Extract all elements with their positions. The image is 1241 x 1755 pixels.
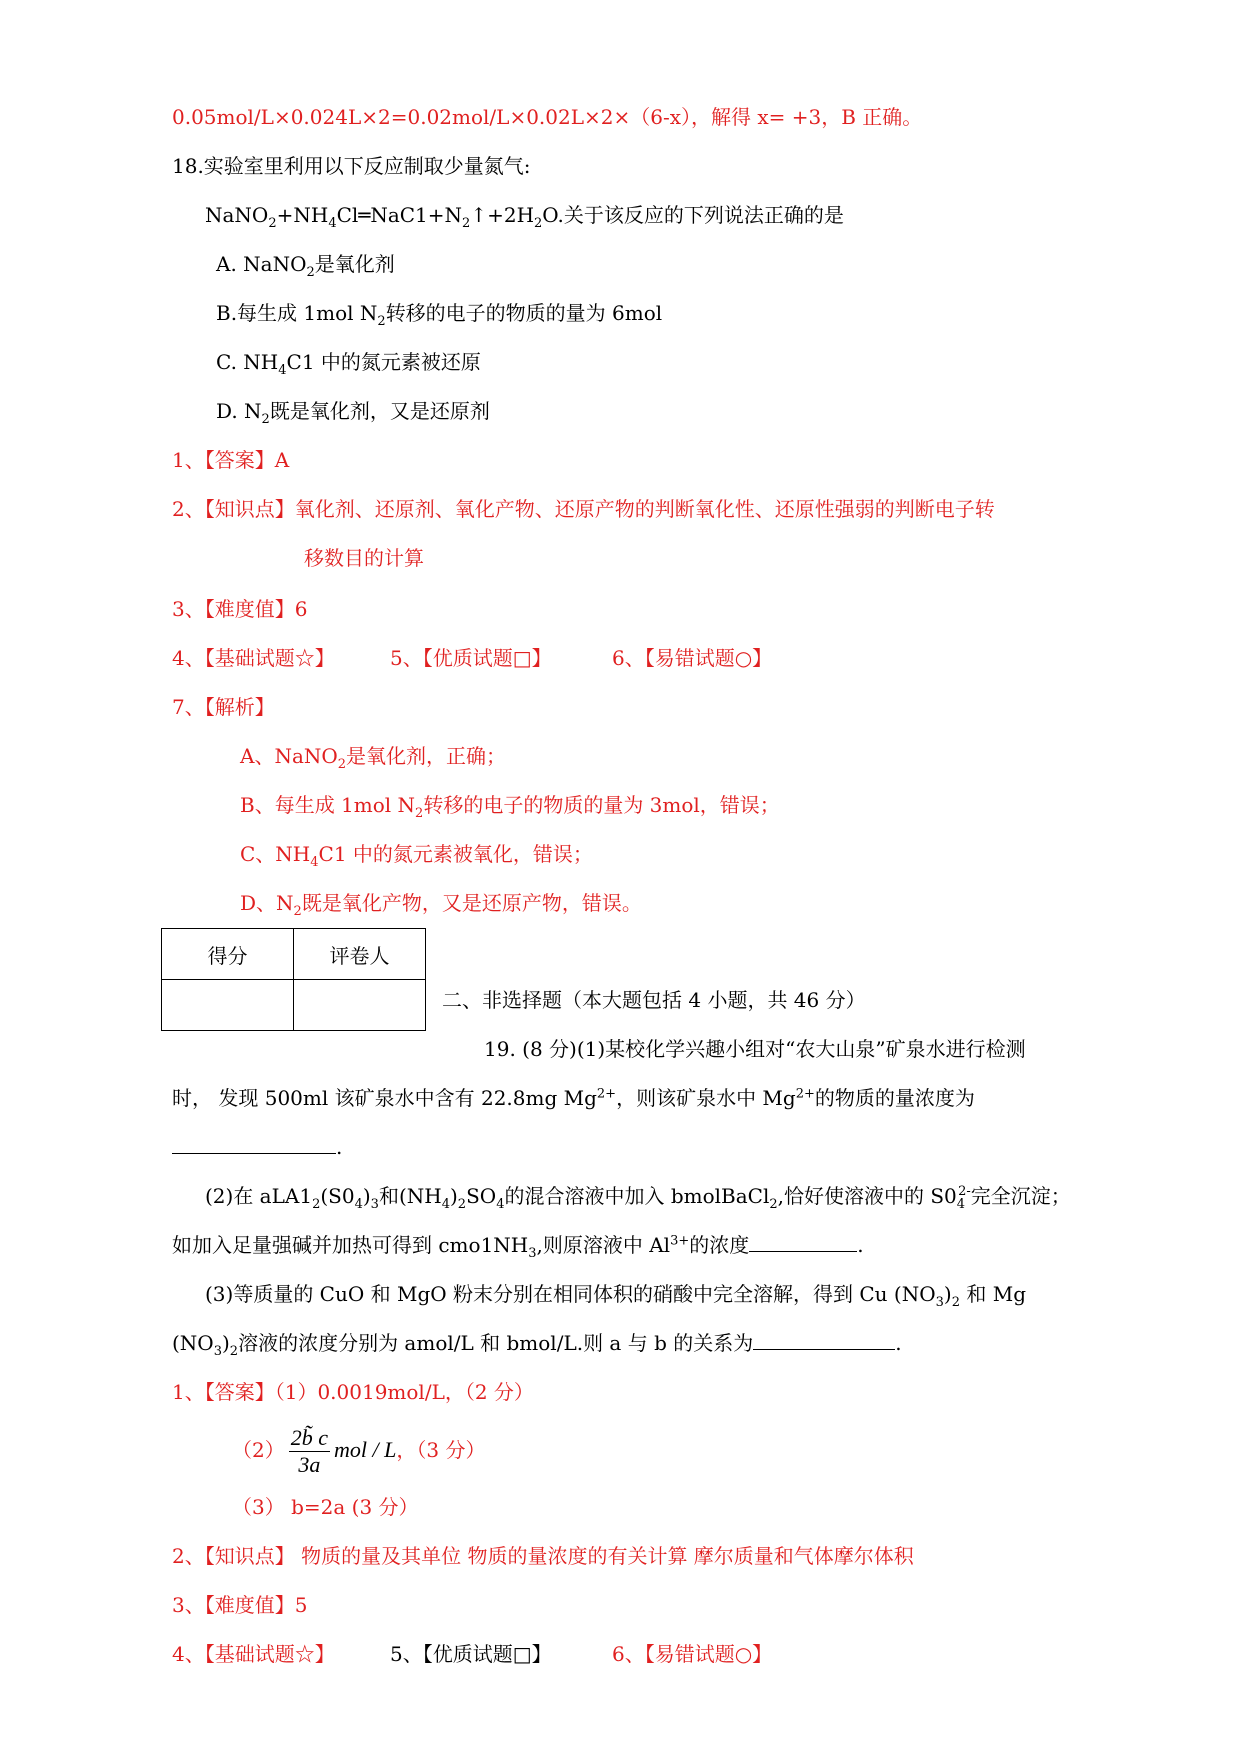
question-18-equation: $NaNO_2+NH_4Cl═NaC1+N_2↑+2H_2O$.关于该反应的下列说法正确的是 <box>205 203 844 231</box>
tag-error-19: 6、【易错试题○】 <box>612 1642 773 1666</box>
option-c: C. $NH_4C1$ 中的氮元素被还原 <box>216 350 481 378</box>
option-a: A. NaNO$_2$是氧化剂 <box>216 252 395 280</box>
option-b: B.每生成 1mol $N_2$转移的电子的物质的量为 6mol <box>216 301 663 329</box>
answer-18: 1、【答案】A <box>172 448 290 472</box>
question-19-part3-line1: (3)等质量的 CuO 和 MgO 粉末分别在相同体积的硝酸中完全溶解，得到 Cu $(NO_3)_2$ 和 Mg <box>205 1282 1026 1310</box>
answer-19-part1: 1、【答案】（1）0.0019mol/L，（2 分） <box>172 1380 534 1404</box>
answer-blank-3[interactable] <box>753 1329 895 1350</box>
question-19-part2-line1: (2)在 $aLA1_2(S0_4)_3$和$(NH_4)_2SO_4$的混合溶液中加入 bmolBaCl$_2$,恰好使溶液中的 $S0_4^{2-}$完全沉淀； <box>205 1184 1071 1212</box>
analysis-a: A、NaNO$_2$是氧化剂，正确； <box>240 744 507 772</box>
fraction-formula: $\frac{2b̃ c}{3a}$ <box>290 1425 328 1477</box>
question-19-part2-line2: 如加入足量强碱并加热可得到 $cmo1NH_3$,则原溶液中 $Al^{3+}$的浓度 . <box>172 1233 864 1261</box>
tag-quality-18: 5、【优质试题□】 <box>390 646 552 670</box>
answer-blank-2[interactable] <box>749 1231 857 1252</box>
analysis-c: C、$NH_4C1$ 中的氮元素被氧化，错误； <box>240 842 593 870</box>
question-19-part3-line2: $(NO_3)_2$溶液的浓度分别为 amol/L 和 bmol/L.则 a 与 b 的关系为 . <box>172 1331 902 1359</box>
score-header: 得分 <box>162 929 294 980</box>
knowledge-point-19: 2、【知识点】 物质的量及其单位 物质的量浓度的有关计算 摩尔质量和气体摩尔体积 <box>172 1544 914 1568</box>
tag-error-18: 6、【易错试题○】 <box>612 646 773 670</box>
difficulty-19: 3、【难度值】5 <box>172 1593 308 1617</box>
question-19-line1: 19. (8 分)(1)某校化学兴趣小组对“农大山泉”矿泉水进行检测 <box>484 1037 1026 1061</box>
tag-basic-18: 4、【基础试题☆】 <box>172 646 335 670</box>
knowledge-point-18-cont: 移数目的计算 <box>304 546 424 570</box>
calc-line: 0.05mol/L×0.024L×2=0.02mol/L×0.02L×2×（6-x），解得 x= +3，B 正确。 <box>172 105 923 129</box>
question-18-stem: 18.实验室里利用以下反应制取少量氮气: <box>172 154 531 178</box>
score-table <box>161 928 426 1031</box>
question-19-blank1: . <box>172 1133 342 1161</box>
grader-cell[interactable] <box>294 980 426 1031</box>
tag-quality-19: 5、【优质试题□】 <box>390 1642 552 1666</box>
option-d: D. $N_2$既是氧化剂，又是还原剂 <box>216 399 490 427</box>
analysis-d: D、$N_2$既是氧化产物，又是还原产物，错误。 <box>240 891 642 919</box>
answer-19-part2: （2） $\frac{2b̃ c}{3a}$ mol / L，（3 分） <box>232 1425 486 1477</box>
difficulty-18: 3、【难度值】6 <box>172 597 308 621</box>
score-cell[interactable] <box>162 980 294 1031</box>
analysis-b: B、每生成 1mol $N_2$转移的电子的物质的量为 3mol，错误； <box>240 793 780 821</box>
analysis-title-18: 7、【解析】 <box>172 695 275 719</box>
question-19-line2: 时， 发现 500ml 该矿泉水中含有 22.8mg $Mg^{2+}$，则该矿泉水中 $Mg^{2+}$的物质的量浓度为 <box>172 1086 975 1110</box>
knowledge-point-18: 2、【知识点】氧化剂、还原剂、氧化产物、还原产物的判断氧化性、还原性强弱的判断电子转 <box>172 497 995 521</box>
section-2-heading: 二、非选择题（本大题包括 4 小题，共 46 分） <box>442 988 866 1012</box>
answer-blank-1[interactable] <box>172 1133 336 1154</box>
tag-basic-19: 4、【基础试题☆】 <box>172 1642 335 1666</box>
grader-header: 评卷人 <box>294 929 426 980</box>
answer-19-part3: （3） b=2a (3 分） <box>232 1495 419 1519</box>
